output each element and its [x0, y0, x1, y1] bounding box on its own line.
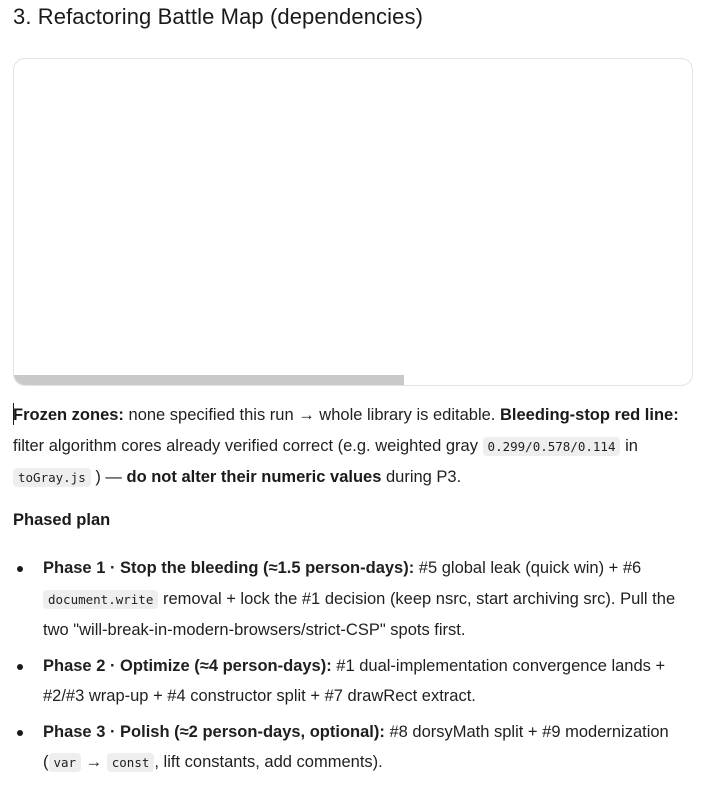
const-keyword-code: const — [107, 753, 155, 772]
inline-text: in — [620, 436, 638, 455]
section-title: 3. Refactoring Battle Map (dependencies) — [13, 4, 424, 29]
inline-text: ) — — [90, 468, 127, 486]
phase-1-label: Phase 1 · Stop the bleeding (≈1.5 person-days): — [43, 559, 415, 577]
document-write-code: document.write — [43, 590, 158, 609]
phase-list — [13, 553, 703, 784]
phased-plan-heading: Phased plan — [13, 511, 111, 529]
phase-3-text: #8 dorsyMath split + #9 modernization ( — [43, 722, 669, 771]
frozen-text: none specified this run → whole library is editable. — [123, 406, 500, 424]
bullet-icon — [17, 730, 23, 736]
list-item-phase-3 — [13, 717, 703, 779]
phase-2-text: #1 dual-implementation convergence lands + #2/#3 wrap-up + #4 constructor split + #7 drawRect extract. — [43, 656, 666, 705]
phase-2-label: Phase 2 · Optimize (≈4 person-days): — [43, 656, 332, 675]
bleeding-stop-label: Bleeding-stop red line: — [499, 406, 679, 424]
code-block — [13, 58, 693, 386]
list-item-phase-2 — [13, 651, 703, 712]
bullet-icon — [17, 664, 23, 670]
inline-text: during P3. — [381, 468, 462, 486]
arrow-text: → — [81, 753, 107, 771]
phase-3-label: Phase 3 · Polish (≈2 person-days, optional): — [43, 722, 385, 741]
var-keyword-code: var — [49, 753, 82, 772]
togray-file-code: toGray.js — [13, 468, 91, 487]
bullet-icon — [17, 566, 23, 572]
phase-1-text-cont: removal + lock the #1 decision (keep nsrc, start archiving src). Pull the two "will-break-in-modern-browsers/strict-CSP" spots first. — [43, 589, 676, 639]
bleeding-stop-text: filter algorithm cores already verified correct (e.g. weighted gray — [13, 436, 483, 455]
phase-1-text: #5 global leak (quick win) + #6 — [414, 559, 642, 577]
phase-3-text-cont: , lift constants, add comments). — [154, 753, 383, 771]
do-not-alter-emphasis: do not alter their numeric values — [126, 468, 382, 486]
list-item-phase-1 — [13, 553, 703, 646]
horizontal-scrollbar[interactable] — [14, 375, 404, 385]
frozen-label: Frozen zones: — [13, 406, 124, 424]
gray-weights-code: 0.299/0.578/0.114 — [483, 437, 621, 456]
frozen-zones-paragraph — [13, 400, 703, 494]
